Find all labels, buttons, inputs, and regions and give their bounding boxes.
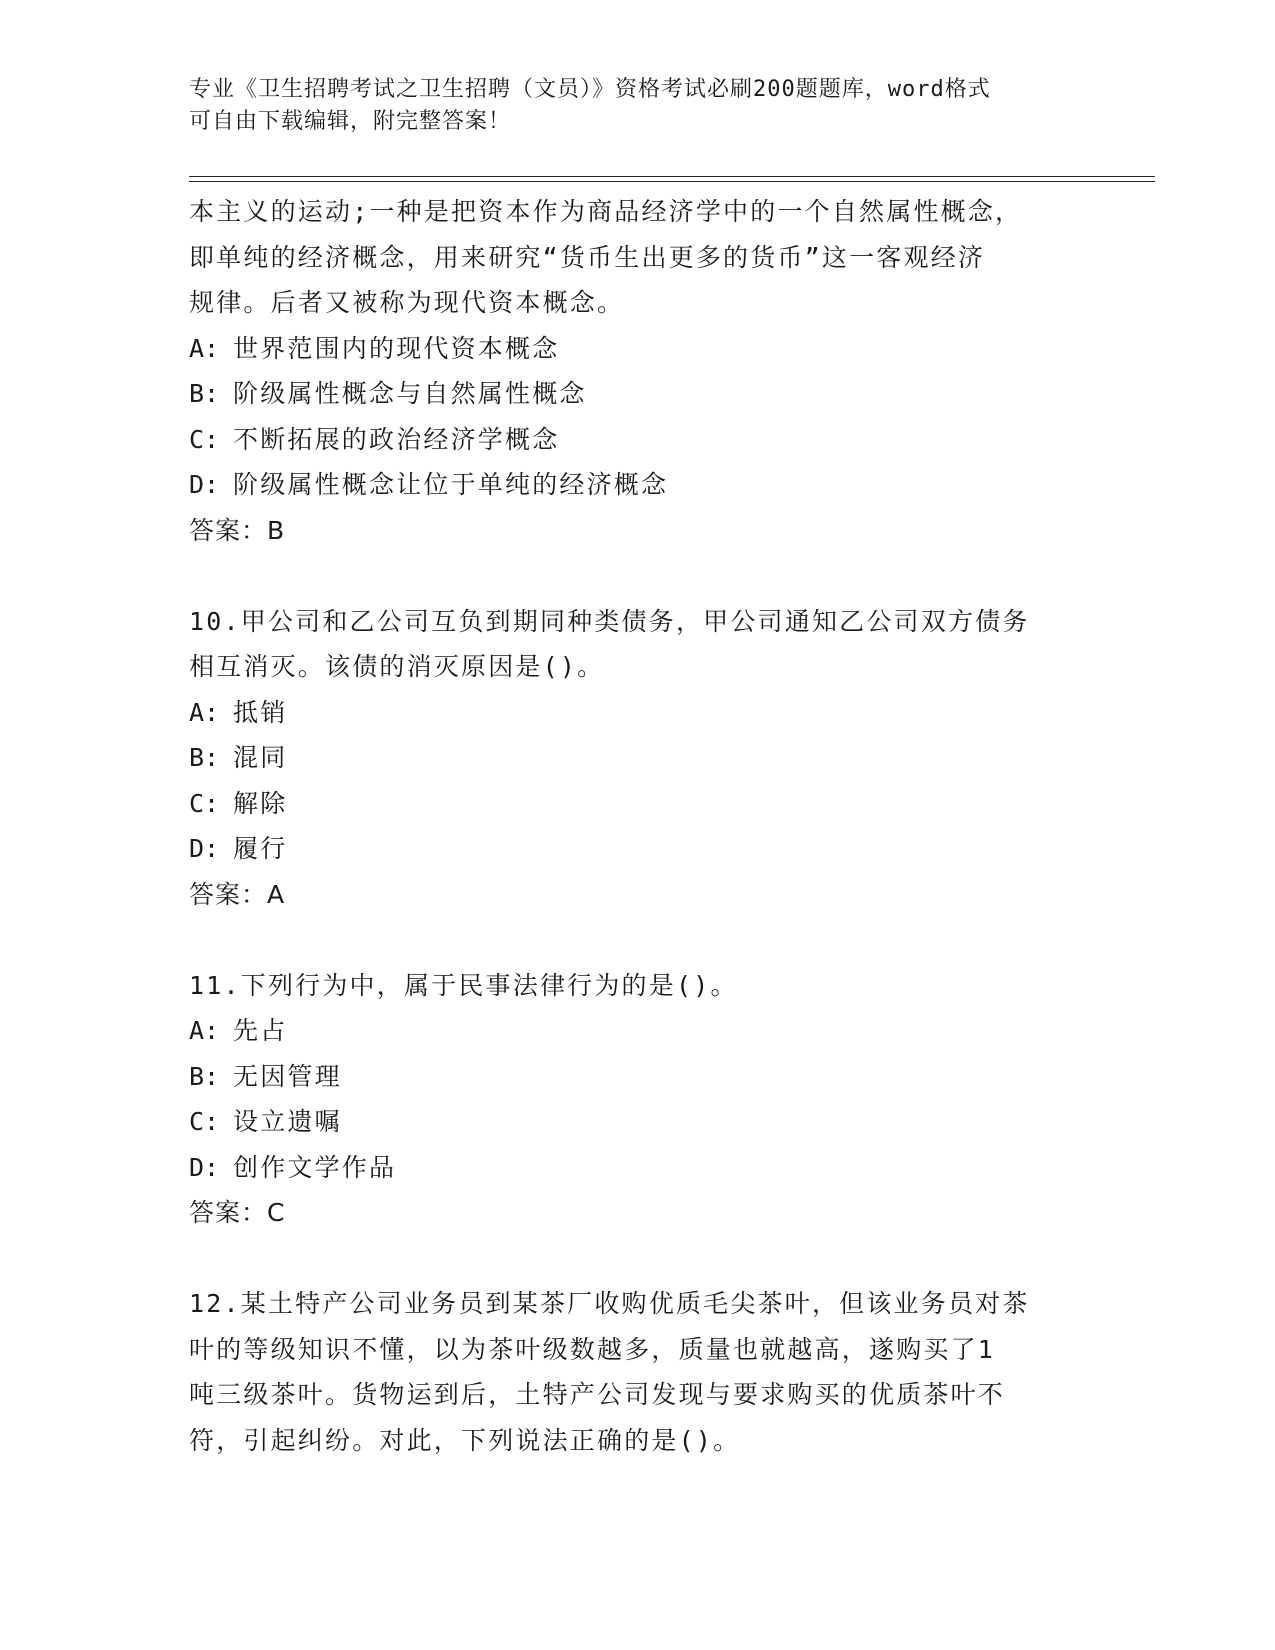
option-text: 抵销 <box>233 697 288 727</box>
option-c <box>189 781 1089 827</box>
question-text-line: 叶的等级知识不懂，以为茶叶级数越多，质量也就越高，遂购买了1 <box>189 1334 996 1364</box>
question-text-line: 本主义的运动;一种是把资本作为商品经济学中的一个自然属性概念， <box>189 197 1023 226</box>
option-key: D: <box>189 1152 220 1182</box>
option-text: 解除 <box>233 788 288 818</box>
question-text-line: 相互消灭。该债的消灭原因是()。 <box>189 652 605 681</box>
option-text: 履行 <box>233 834 288 863</box>
header-line-2: 可自由下载编辑，附完整答案！ <box>189 109 512 134</box>
option-c <box>189 1099 1089 1145</box>
question-12 <box>189 1281 1089 1463</box>
question-text-line: 12.某土特产公司业务员到某茶厂收购优质毛尖茶叶，但该业务员对茶 <box>189 1289 1030 1318</box>
option-text: 阶级属性概念让位于单纯的经济概念 <box>233 470 669 499</box>
document-header <box>189 74 1069 138</box>
option-key: A: <box>189 1016 220 1045</box>
option-a <box>189 326 1089 372</box>
option-d <box>189 1145 1089 1191</box>
option-key: A: <box>189 697 220 727</box>
header-divider-top <box>189 176 1155 177</box>
question-text-line: 吨三级茶叶。货物运到后，土特产公司发现与要求购买的优质茶叶不 <box>189 1380 1006 1409</box>
option-key: B: <box>189 743 220 772</box>
option-text: 设立遗嘱 <box>233 1107 342 1136</box>
option-a <box>189 690 1089 736</box>
option-d <box>189 462 1089 508</box>
option-text: 先占 <box>233 1016 288 1045</box>
option-key: A: <box>189 333 220 363</box>
option-key: D: <box>189 834 220 863</box>
option-key: B: <box>189 1061 220 1091</box>
question-text-line: 即单纯的经济概念，用来研究“货币生出更多的货币”这一客观经济 <box>189 242 986 272</box>
spacer <box>189 917 1089 963</box>
header-divider-bottom <box>189 181 1155 182</box>
option-key: B: <box>189 379 220 408</box>
question-text-line: 规律。后者又被称为现代资本概念。 <box>189 288 625 317</box>
option-c <box>189 417 1089 463</box>
option-b <box>189 1054 1089 1100</box>
option-key: C: <box>189 424 220 454</box>
option-text: 创作文学作品 <box>233 1152 397 1182</box>
option-text: 不断拓展的政治经济学概念 <box>233 424 560 454</box>
option-text: 无因管理 <box>233 1061 342 1091</box>
question-text-line: 10.甲公司和乙公司互负到期同种类债务，甲公司通知乙公司双方债务 <box>189 606 1030 636</box>
spacer <box>189 553 1089 599</box>
question-text-line: 符，引起纠纷。对此，下列说法正确的是()。 <box>189 1425 741 1455</box>
answer-line: 答案：A <box>189 879 286 909</box>
option-text: 世界范围内的现代资本概念 <box>233 333 560 363</box>
document-body <box>189 189 1089 1463</box>
option-b <box>189 735 1089 781</box>
spacer <box>189 1236 1089 1282</box>
header-line-1: 专业《卫生招聘考试之卫生招聘（文员）》资格考试必刷200题题库，word格式 <box>189 77 991 102</box>
option-a <box>189 1008 1089 1054</box>
answer-line: 答案：B <box>189 515 286 545</box>
question-11 <box>189 963 1089 1236</box>
option-key: C: <box>189 788 220 818</box>
option-d <box>189 826 1089 872</box>
answer-line: 答案：C <box>189 1198 286 1227</box>
option-text: 阶级属性概念与自然属性概念 <box>233 379 587 408</box>
question-10 <box>189 599 1089 918</box>
option-b <box>189 371 1089 417</box>
option-key: C: <box>189 1107 220 1136</box>
option-key: D: <box>189 470 220 499</box>
question-continuation <box>189 189 1089 553</box>
question-text-line: 11.下列行为中，属于民事法律行为的是()。 <box>189 970 738 1000</box>
option-text: 混同 <box>233 743 288 772</box>
